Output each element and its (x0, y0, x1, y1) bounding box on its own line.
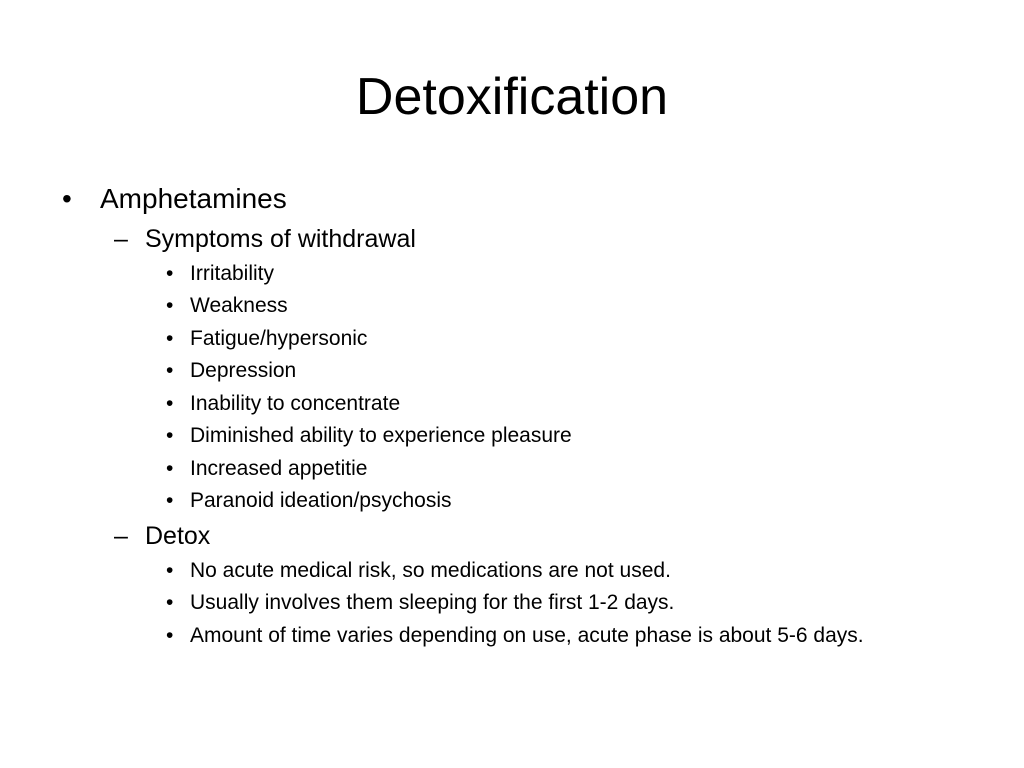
dash-icon: – (114, 522, 128, 550)
bullet-icon: • (62, 183, 72, 214)
list-item-text: Irritability (190, 262, 275, 285)
slide-content (0, 180, 1024, 740)
bullet-icon: • (166, 624, 174, 647)
dash-icon: – (114, 225, 128, 253)
bullet-icon: • (166, 359, 174, 382)
bullet-icon: • (166, 559, 174, 582)
list-item-text: Weakness (190, 294, 288, 317)
bullet-icon: • (166, 327, 174, 350)
bullet-icon: • (166, 591, 174, 614)
subitem-label: Symptoms of withdrawal (145, 225, 416, 253)
subitem-label: Detox (145, 522, 211, 550)
bullet-icon: • (166, 262, 174, 285)
list-item-text: Depression (190, 359, 297, 382)
bullet-icon: • (166, 457, 174, 480)
slide-title: Detoxification (355, 68, 669, 126)
bullet-icon: • (166, 392, 174, 415)
list-item-text: Fatigue/hypersonic (190, 327, 368, 350)
bullet-icon: • (166, 294, 174, 317)
list-item-text: Diminished ability to experience pleasure (190, 424, 572, 447)
list-item-text: No acute medical risk, so medications are not used. (190, 559, 671, 582)
bullet-icon: • (166, 424, 174, 447)
list-item-text: Inability to concentrate (190, 392, 401, 415)
list-item-text: Increased appetitie (190, 457, 368, 480)
bullet-icon: • (166, 489, 174, 512)
list-item-text: Amount of time varies depending on use, acute phase is about 5-6 days. (190, 624, 864, 647)
list-item-text: Paranoid ideation/psychosis (190, 489, 452, 512)
bullet-item-label: Amphetamines (100, 183, 287, 214)
list-item-text: Usually involves them sleeping for the first 1-2 days. (190, 591, 675, 614)
